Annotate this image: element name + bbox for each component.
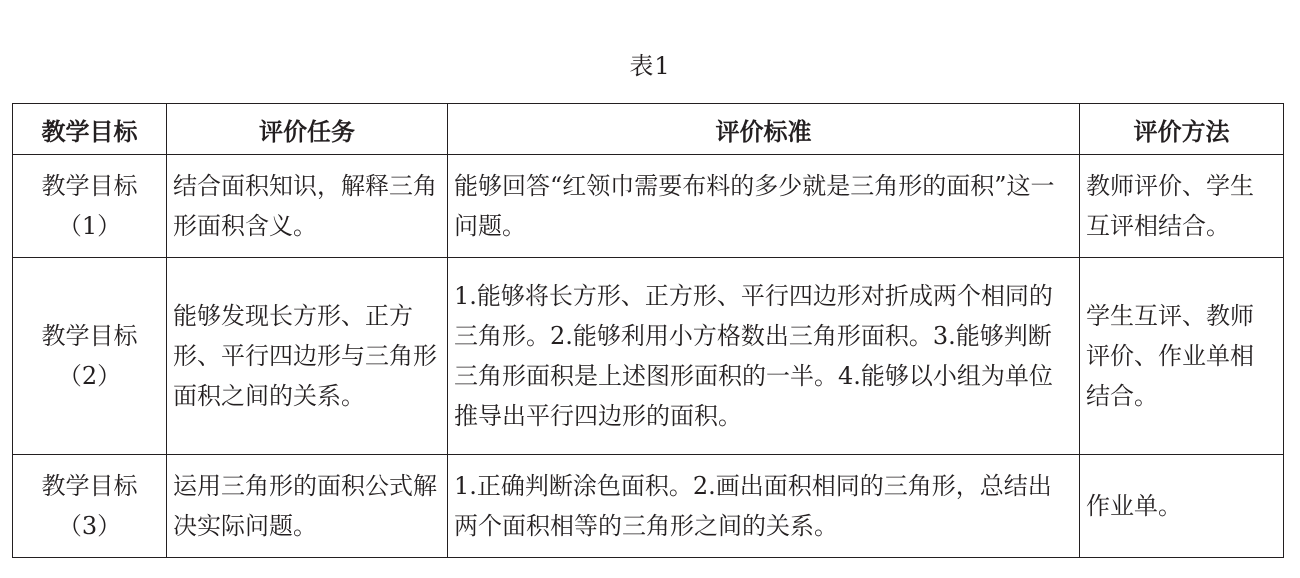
goal-index: （1） <box>57 212 122 240</box>
header-teaching-goal: 教学目标 <box>13 104 167 155</box>
goal-cell <box>13 455 167 558</box>
header-evaluation-method: 评价方法 <box>1080 104 1284 155</box>
goal-cell <box>13 155 167 258</box>
task-cell: 运用三角形的面积公式解决实际问题。 <box>167 455 448 558</box>
table-row <box>13 258 1284 455</box>
goal-name: 教学目标 <box>41 172 138 200</box>
table-caption: 表1 <box>629 52 671 80</box>
goal-name: 教学目标 <box>41 472 138 500</box>
criteria-cell: 能够回答“红领巾需要布料的多少就是三角形的面积”这一问题。 <box>448 155 1080 258</box>
goal-name: 教学目标 <box>41 322 138 350</box>
table-header-row <box>13 104 1284 155</box>
criteria-cell: 1.能够将长方形、正方形、平行四边形对折成两个相同的三角形。2.能够利用小方格数出三角形面积。3.能够判断三角形面积是上述图形面积的一半。4.能够以小组为单位推导出平行四边形的面积。 <box>448 258 1080 455</box>
table-row <box>13 455 1284 558</box>
goal-index: （3） <box>57 512 122 540</box>
goal-cell <box>13 258 167 455</box>
header-evaluation-criteria: 评价标准 <box>448 104 1080 155</box>
method-cell: 作业单。 <box>1080 455 1284 558</box>
header-evaluation-task: 评价任务 <box>167 104 448 155</box>
evaluation-table <box>12 103 1284 558</box>
task-cell: 能够发现长方形、正方形、平行四边形与三角形面积之间的关系。 <box>167 258 448 455</box>
method-cell: 教师评价、学生互评相结合。 <box>1080 155 1284 258</box>
table-row <box>13 155 1284 258</box>
task-cell: 结合面积知识，解释三角形面积含义。 <box>167 155 448 258</box>
method-cell: 学生互评、教师评价、作业单相结合。 <box>1080 258 1284 455</box>
goal-index: （2） <box>57 362 122 390</box>
criteria-cell: 1.正确判断涂色面积。2.画出面积相同的三角形，总结出两个面积相等的三角形之间的关系。 <box>448 455 1080 558</box>
